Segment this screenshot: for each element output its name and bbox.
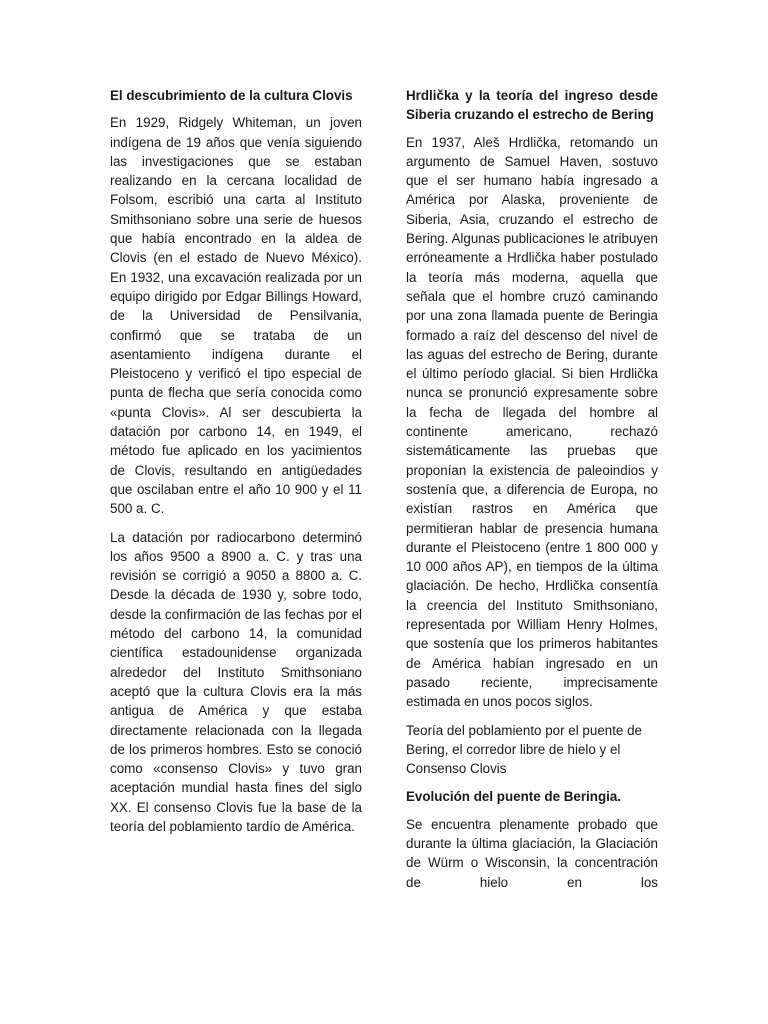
right-column bbox=[406, 86, 658, 901]
paragraph-hrdlicka: En 1937, Aleš Hrdlička, retomando un argumento de Samuel Haven, sostuvo que el ser humano había ingresado a América por Alaska, proveniente de Siberia, Asia, cruzando el estrecho de Bering. Algunas publicaciones le atribuyen erróneamente a Hrdlička haber postulado la teoría más moderna, aquella que señala que el hombre cruzó caminando por una zona llamada puente de Beringia formado a raíz del descenso del nivel de las aguas del estrecho de Bering, durante el último período glacial. Si bien Hrdlička nunca se pronunció expresamente sobre la fecha de llegada del hombre al continente americano, rechazó sistemáticamente las pruebas que proponían la existencia de paleoindios y sostenía que, a diferencia de Europa, no existían rastros en América que permitieran hablar de presencia humana durante el Pleistoceno (entre 1 800 000 y 10 000 años AP), en tiempos de la última glaciación. De hecho, Hrdlička consentía la creencia del Instituto Smithsoniano, representada por William Henry Holmes, que sostenía que los primeros habitantes de América habían ingresado en un pasado reciente, imprecisamente estimada en unos pocos siglos. bbox=[406, 134, 658, 710]
section-heading-beringia-evolution: Evolución del puente de Beringia. bbox=[406, 789, 622, 805]
subtitle-bering-theory: Teoría del poblamiento por el puente de Bering, el corredor libre de hielo y el Consenso Clovis bbox=[406, 722, 642, 777]
paragraph-radiocarbon-dating: La datación por radiocarbono determinó los años 9500 a 8900 a. C. y tras una revisión se corrigió a 9050 a 8800 a. C. Desde la década de 1930 y, sobre todo, desde la confirmación de las fechas por el método del carbono 14, la comunidad científica estadounidense organizada alrededor del Instituto Smithsoniano aceptó que la cultura Clovis era la más antigua de América y que estaba directamente relacionada con la llegada de los primeros hombres. Esto se conoció como «consenso Clovis» y tuvo gran aceptación mundial hasta fines del siglo XX. El consenso Clovis fue la base de la teoría del poblamiento tardío de América. bbox=[110, 529, 362, 834]
paragraph-beringia: Se encuentra plenamente probado que durante la última glaciación, la Glaciación de Würm o Wisconsin, la concentración de hielo en los bbox=[406, 816, 658, 890]
section-heading-clovis-discovery: El descubrimiento de la cultura Clovis bbox=[110, 88, 353, 103]
paragraph-clovis-discovery: En 1929, Ridgely Whiteman, un joven indígena de 19 años que venía siguiendo las investigaciones que se estaban realizando en la cercana localidad de Folsom, escribió una carta al Instituto Smithsoniano sobre una serie de huesos que había encontrado en la aldea de Clovis (en el estado de Nuevo México). En 1932, una excavación realizada por un equipo dirigido por Edgar Billings Howard, de la Universidad de Pensilvania, confirmó que se trataba de un asentamiento indígena durante el Pleistoceno y verificó el tipo especial de punta de flecha que sería conocida como «punta Clovis». Al ser descubierta la datación por carbono 14, en 1949, el método fue aplicado en los yacimientos de Clovis, resultando en antigüedades que oscilaban entre el año 10 900 y el 11 500 a. C. bbox=[110, 115, 362, 517]
section-heading-hrdlicka-theory: Hrdlička y la teoría del ingreso desde Siberia cruzando el estrecho de Bering bbox=[406, 88, 658, 123]
left-column bbox=[110, 86, 362, 845]
